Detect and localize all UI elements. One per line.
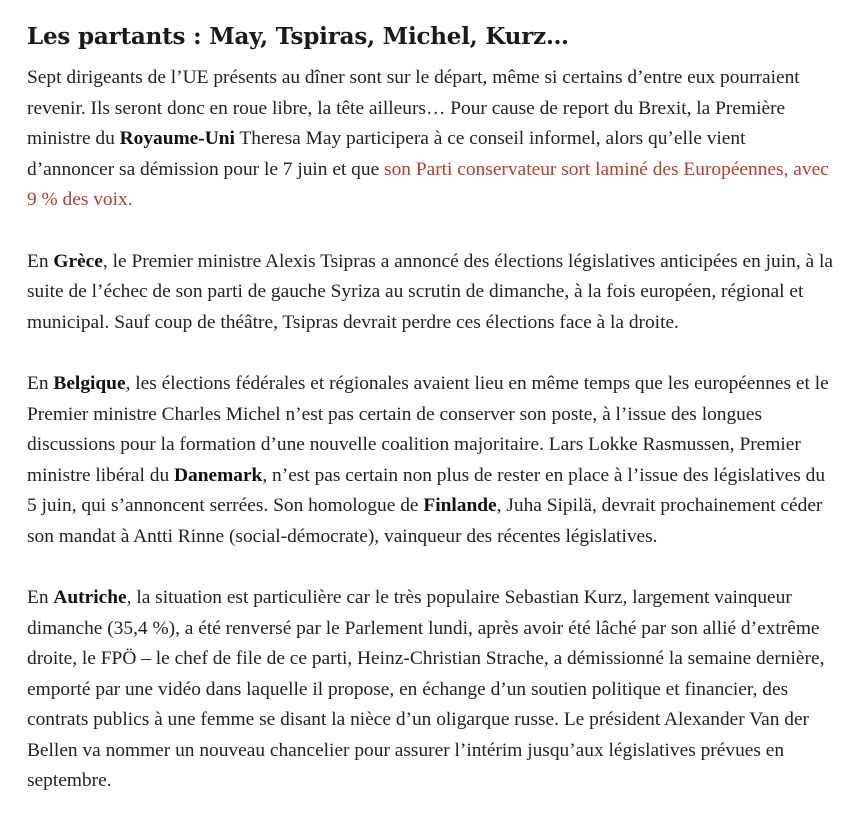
text-segment: Sept dirigeants de l’UE présents au dîner sont sur le départ, même si certains d’entre eux pourraient revenir. Ils seront donc en roue libre, la tête ailleurs… Pour cause de report du Brexit, la Première ministre du [27, 67, 800, 149]
country-danemark: Danemark [174, 464, 263, 486]
paragraph-autriche [27, 583, 837, 797]
text-segment: , n’est pas certain non plus de rester en place à l’issue des législatives du 5 juin, qui s’annoncent serrées. Son homologue de [27, 464, 826, 516]
country-autriche: Autriche [53, 587, 127, 608]
country-royaume-uni: Royaume-Uni [119, 128, 235, 149]
paragraph-royaume-uni [27, 63, 837, 216]
section-heading: Les partants : May, Tspiras, Michel, Kurz… [27, 23, 569, 50]
text-segment: En [27, 587, 54, 608]
text-segment: En [27, 373, 54, 394]
text-segment: , les élections fédérales et régionales avaient lieu en même temps que les européennes et le Premier ministre Charles Michel n’est pas certain de conserver son poste, à l’issue des longues discussions pour la formation d’une nouvelle coalition majoritaire. Lars Lokke Rasmussen, Premier ministre libéral du [27, 373, 829, 486]
article-body [27, 20, 837, 828]
paragraph-grece [27, 247, 837, 339]
paragraph-belgique [27, 369, 837, 552]
text-segment: En [27, 250, 54, 272]
text-segment: Theresa May participera à ce conseil informel, alors qu’elle vient d’annoncer sa démission pour le 7 juin et que [27, 128, 746, 180]
country-finlande: Finlande [423, 495, 497, 516]
country-belgique: Belgique [53, 373, 126, 394]
text-segment: , la situation est particulière car le très populaire Sebastian Kurz, largement vainqueur dimanche (35,4 %), a été renversé par le Parlement lundi, après avoir été lâché par son allié d’extrême droite, le FPÖ – le chef de file de ce parti, Heinz-Christian Strache, a démissionné la semaine dernière, emporté par une vidéo dans laquelle il propose, en échange d’un soutien politique et financier, des contrats publics à une femme se disant la nièce d’un oligarque russe. Le président Alexander Van der Bellen va nommer un nouveau chancelier pour assurer l’intérim jusqu’aux législatives prévues en septembre. [27, 587, 825, 791]
text-segment: , le Premier ministre Alexis Tsipras a annoncé des élections législatives anticipées en juin, à la suite de l’échec de son parti de gauche Syriza au scrutin de dimanche, à la fois européen, régional et municipal. Sauf coup de théâtre, Tsipras devrait perdre ces élections face à la droite. [27, 250, 833, 333]
article-link-parti-conservateur[interactable]: son Parti conservateur sort laminé des Européennes, avec 9 % des voix. [27, 158, 829, 210]
text-segment: , Juha Sipilä, devrait prochainement céder son mandat à Antti Rinne (social-démocrate), vainqueur des récentes législatives. [27, 495, 823, 547]
country-grece: Grèce [53, 250, 103, 272]
